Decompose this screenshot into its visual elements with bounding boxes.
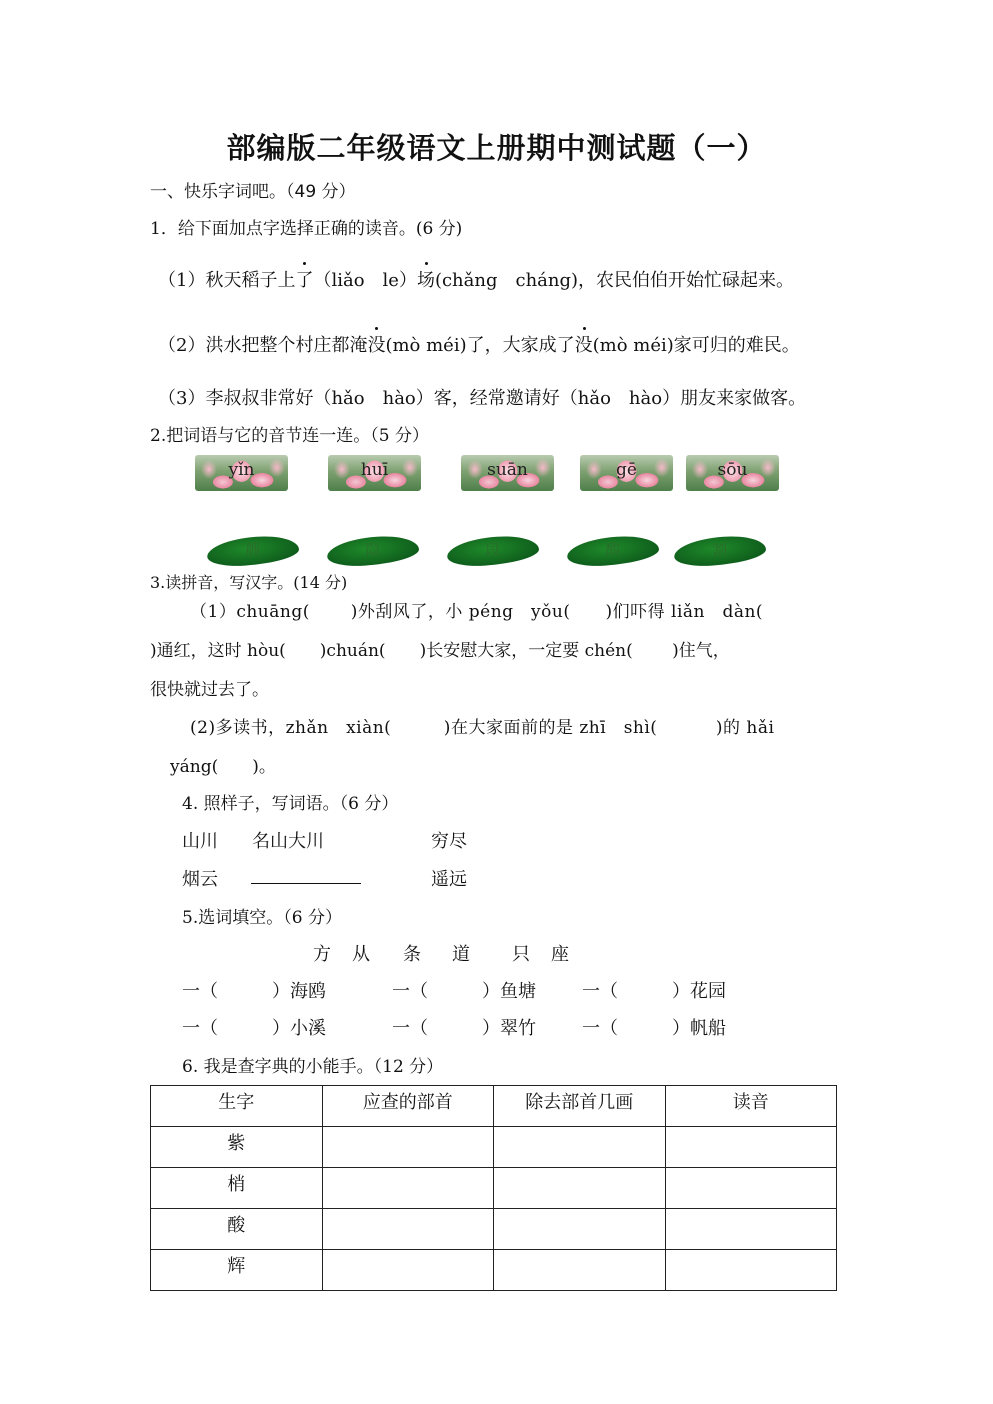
table-cell-blank[interactable] — [494, 1209, 666, 1250]
table-cell-blank[interactable] — [322, 1250, 494, 1291]
table-cell-blank[interactable] — [665, 1168, 837, 1209]
q1-line-2 — [158, 331, 800, 357]
table-cell-char: 辉 — [151, 1250, 323, 1291]
q5-blank-item: 一（ ）海鸥 — [182, 981, 326, 1002]
q5-blank-item: 一（ ）帆船 — [582, 1018, 726, 1039]
q1-heading: 1．给下面加点字选择正确的读音。(6 分) — [150, 219, 463, 239]
lotus-card — [686, 455, 779, 491]
q4-word-2: 烟云 — [182, 869, 218, 890]
q3-line-4: (2)多读书，zhǎn xiàn( )在大家面前的是 zhī shì( )的 hǎi — [190, 718, 775, 738]
table-cell-char: 酸 — [151, 1209, 323, 1250]
q5-blank-item: 一（ ）翠竹 — [392, 1018, 536, 1039]
q2-heading: 2.把词语与它的音节连一连。（5 分） — [150, 426, 429, 446]
table-cell-char: 梢 — [151, 1168, 323, 1209]
table-header-row — [151, 1086, 837, 1127]
q1-line-1 — [158, 266, 794, 292]
leaf-char: 酸 — [604, 540, 622, 560]
lotus-pinyin: huī — [360, 460, 389, 480]
q5-option: 方 — [313, 944, 331, 965]
table-row — [151, 1168, 837, 1209]
lotus-pinyin: yǐn — [228, 460, 255, 480]
q1-l1-text-a: （1）秋天稻子上 — [158, 270, 296, 291]
table-cell-blank[interactable] — [665, 1250, 837, 1291]
table-cell-blank[interactable] — [665, 1209, 837, 1250]
q1-l1-text-c: (chǎng cháng)，农民伯伯开始忙碌起来。 — [434, 270, 795, 291]
q4-word-3: 穷尽 — [431, 831, 467, 852]
q1-l1-dotted-char-1: 了 — [295, 266, 313, 292]
q1-l1-dotted-char-2: 场 — [417, 266, 435, 292]
lotus-pinyin: gē — [616, 460, 637, 480]
leaf-card — [446, 534, 540, 568]
q1-l2-text-c: (mò méi)家可归的难民。 — [592, 335, 800, 356]
q5-option: 只 — [512, 944, 530, 965]
lotus-pinyin: sōu — [717, 460, 748, 480]
q1-l2-text-b: (mò méi)了，大家成了 — [385, 335, 575, 356]
table-cell-char: 紫 — [151, 1127, 323, 1168]
q1-l2-dotted-char-2: 没 — [575, 331, 593, 357]
leaf-char: 割 — [711, 540, 729, 560]
leaf-char: 艘 — [244, 540, 262, 560]
table-row — [151, 1127, 837, 1168]
leaf-card — [566, 534, 660, 568]
leaf-card — [206, 534, 300, 568]
lotus-card — [195, 455, 288, 491]
q3-line-1: （1）chuāng( )外刮风了，小 péng yǒu( )们吓得 liǎn dàn( — [190, 602, 764, 622]
q5-heading: 5.选词填空。（6 分） — [182, 908, 342, 928]
q4-answer-line[interactable] — [251, 865, 361, 884]
q4-heading: 4. 照样子，写词语。（6 分） — [182, 794, 399, 814]
q3-line-3: 很快就过去了。 — [150, 680, 269, 700]
q5-option: 座 — [551, 944, 569, 965]
q3-heading: 3.读拼音，写汉字。(14 分) — [150, 573, 348, 592]
table-cell-blank[interactable] — [665, 1127, 837, 1168]
q5-option: 道 — [452, 944, 470, 965]
leaf-card — [326, 534, 420, 568]
q3-line-5: yáng( )。 — [170, 757, 276, 777]
q5-blank-item: 一（ ）小溪 — [182, 1018, 326, 1039]
lotus-card — [461, 455, 554, 491]
q4-example-answer: 名山大川 — [252, 831, 324, 852]
dictionary-table — [150, 1085, 837, 1291]
q1-l2-text-a: （2）洪水把整个村庄都淹 — [158, 335, 368, 356]
table-cell-blank[interactable] — [494, 1127, 666, 1168]
leaf-char: 隐 — [364, 540, 382, 560]
table-header: 生字 — [151, 1086, 323, 1127]
table-cell-blank[interactable] — [494, 1250, 666, 1291]
table-cell-blank[interactable] — [322, 1209, 494, 1250]
q5-blank-item: 一（ ）鱼塘 — [392, 981, 536, 1002]
leaf-card — [673, 534, 767, 568]
q5-option: 从 — [352, 944, 370, 965]
q1-line-3: （3）李叔叔非常好（hǎo hào）客，经常邀请好（hǎo hào）朋友来家做客。 — [158, 388, 807, 409]
table-cell-blank[interactable] — [494, 1168, 666, 1209]
lotus-card — [580, 455, 673, 491]
page-title: 部编版二年级语文上册期中测试题（一） — [226, 131, 767, 165]
leaf-char: 段 — [484, 540, 502, 560]
q4-example-word: 山川 — [182, 831, 218, 852]
table-cell-blank[interactable] — [322, 1168, 494, 1209]
q5-option: 条 — [403, 944, 421, 965]
table-row — [151, 1209, 837, 1250]
table-cell-blank[interactable] — [322, 1127, 494, 1168]
q1-l1-text-b: （liǎo le） — [313, 270, 417, 291]
q4-word-4: 遥远 — [431, 869, 467, 890]
lotus-card — [328, 455, 421, 491]
q1-l2-dotted-char-1: 没 — [367, 331, 385, 357]
table-header: 读音 — [665, 1086, 837, 1127]
q6-heading: 6. 我是查字典的小能手。（12 分） — [182, 1057, 444, 1077]
table-header: 除去部首几画 — [494, 1086, 666, 1127]
q3-line-2: )通红，这时 hòu( )chuán( )长安慰大家，一定要 chén( )住气， — [150, 641, 730, 661]
table-header: 应查的部首 — [322, 1086, 494, 1127]
table-row — [151, 1250, 837, 1291]
section-heading: 一、快乐字词吧。（49 分） — [150, 182, 356, 202]
q5-blank-item: 一（ ）花园 — [582, 981, 726, 1002]
lotus-pinyin: suān — [487, 460, 528, 480]
